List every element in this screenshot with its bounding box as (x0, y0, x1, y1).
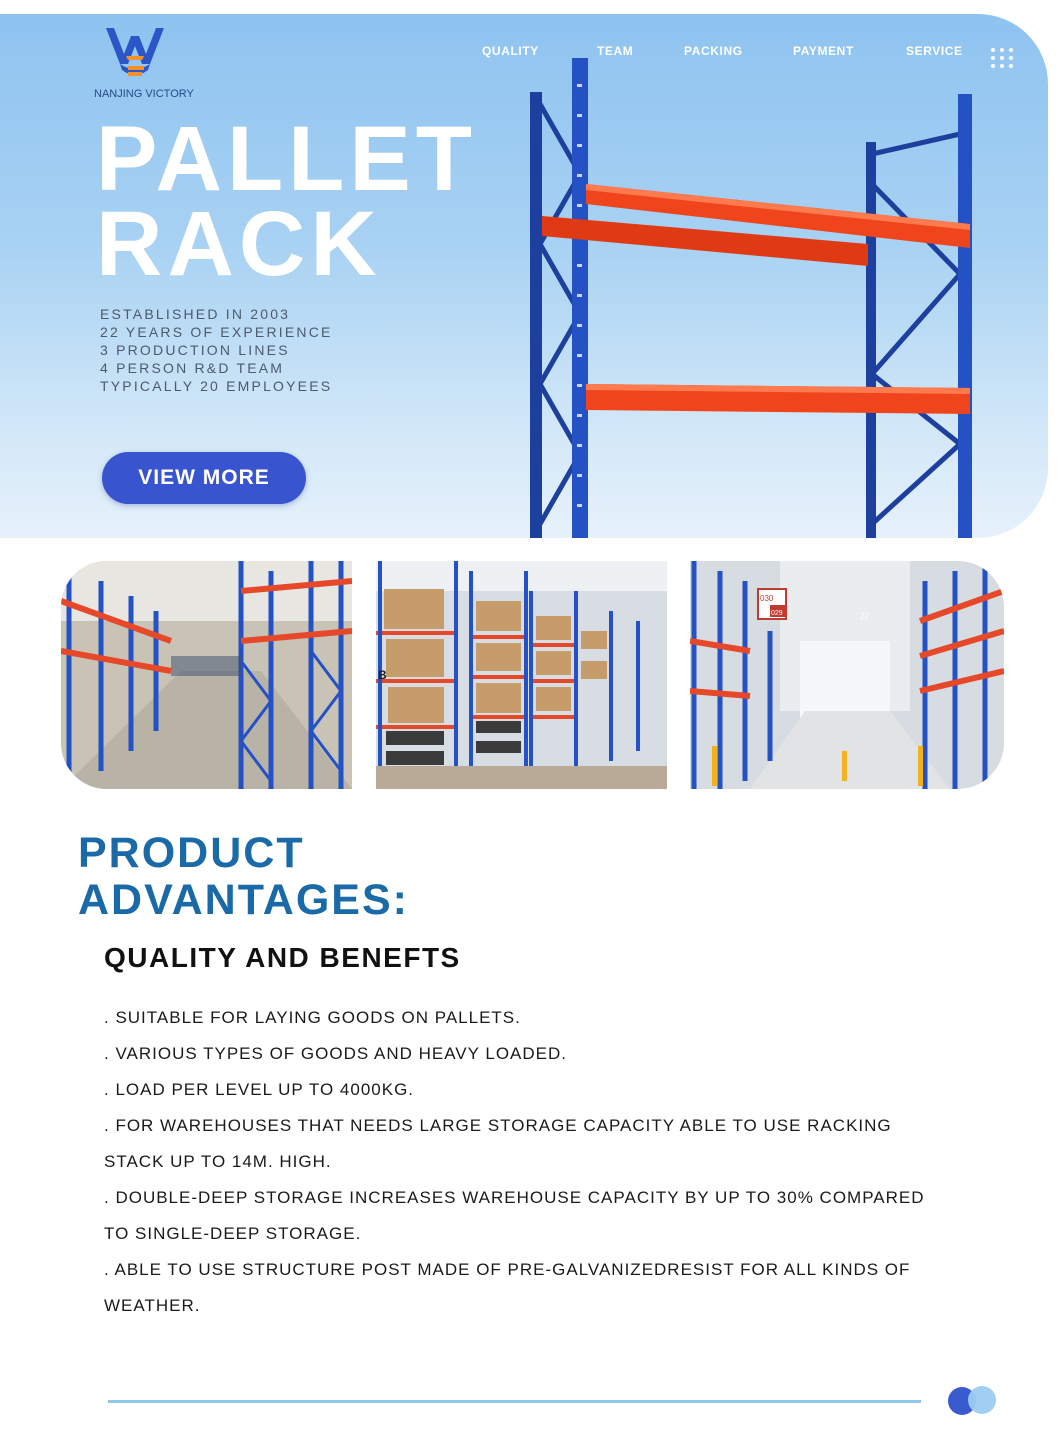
benefit-line: . VARIOUS TYPES OF GOODS AND HEAVY LOADED. (104, 1044, 568, 1063)
hero-title-line1: PALLET (96, 108, 477, 210)
benefit-line: . ABLE TO USE STRUCTURE POST MADE OF PRE-GALVANIZEDRESIST FOR ALL KINDS OF (104, 1260, 911, 1279)
benefits-list (104, 1000, 1004, 1324)
nav-item-packing[interactable]: PACKING (684, 44, 743, 58)
warehouse-photo-strip (61, 561, 1004, 789)
benefit-line: STACK UP TO 14M. HIGH. (104, 1152, 332, 1171)
logo-text: NANJING VICTORY (94, 88, 194, 100)
company-logo[interactable] (94, 24, 194, 104)
pallet-rack-image (500, 44, 1000, 538)
quality-benefits-subtitle: QUALITY AND BENEFTS (104, 942, 461, 973)
warehouse-photo-shelves (376, 561, 667, 789)
nav-item-payment[interactable]: PAYMENT (793, 44, 854, 58)
fact-rd-team: 4 PERSON R&D TEAM (100, 360, 285, 376)
benefit-line: . FOR WAREHOUSES THAT NEEDS LARGE STORAGE CAPACITY ABLE TO USE RACKING (104, 1116, 892, 1135)
advantages-title (78, 830, 409, 924)
fact-employees: TYPICALLY 20 EMPLOYEES (100, 378, 333, 394)
company-facts (100, 305, 333, 395)
fact-production-lines: 3 PRODUCTION LINES (100, 342, 290, 358)
hero-banner (0, 14, 1048, 538)
nav-item-service[interactable]: SERVICE (906, 44, 963, 58)
nav-item-quality[interactable]: QUALITY (482, 44, 539, 58)
hero-title-line2: RACK (96, 193, 382, 295)
warehouse-photo-aisle (61, 561, 352, 789)
rack-tag: 27 (860, 612, 869, 621)
warehouse-photo-dock (690, 561, 1004, 789)
benefit-line: . LOAD PER LEVEL UP TO 4000KG. (104, 1080, 415, 1099)
nav-item-team[interactable]: TEAM (597, 44, 634, 58)
benefit-line: TO SINGLE-DEEP STORAGE. (104, 1224, 362, 1243)
benefit-line: WEATHER. (104, 1296, 201, 1315)
box-tag: B (378, 668, 387, 682)
advantages-title-line2: ADVANTAGES: (78, 876, 409, 924)
benefit-line: . DOUBLE-DEEP STORAGE INCREASES WAREHOUSE CAPACITY BY UP TO 30% COMPARED (104, 1188, 925, 1207)
aisle-sign-number: 030 (760, 594, 774, 603)
fact-experience: 22 YEARS OF EXPERIENCE (100, 324, 333, 340)
aisle-sign-small: 029 (771, 610, 783, 617)
decorative-dot-icon (968, 1386, 996, 1414)
benefit-line: . SUITABLE FOR LAYING GOODS ON PALLETS. (104, 1008, 521, 1027)
footer-divider (108, 1400, 921, 1403)
advantages-title-line1: PRODUCT (78, 829, 305, 877)
view-more-button[interactable]: VIEW MORE (102, 452, 306, 504)
fact-established: ESTABLISHED IN 2003 (100, 306, 291, 322)
